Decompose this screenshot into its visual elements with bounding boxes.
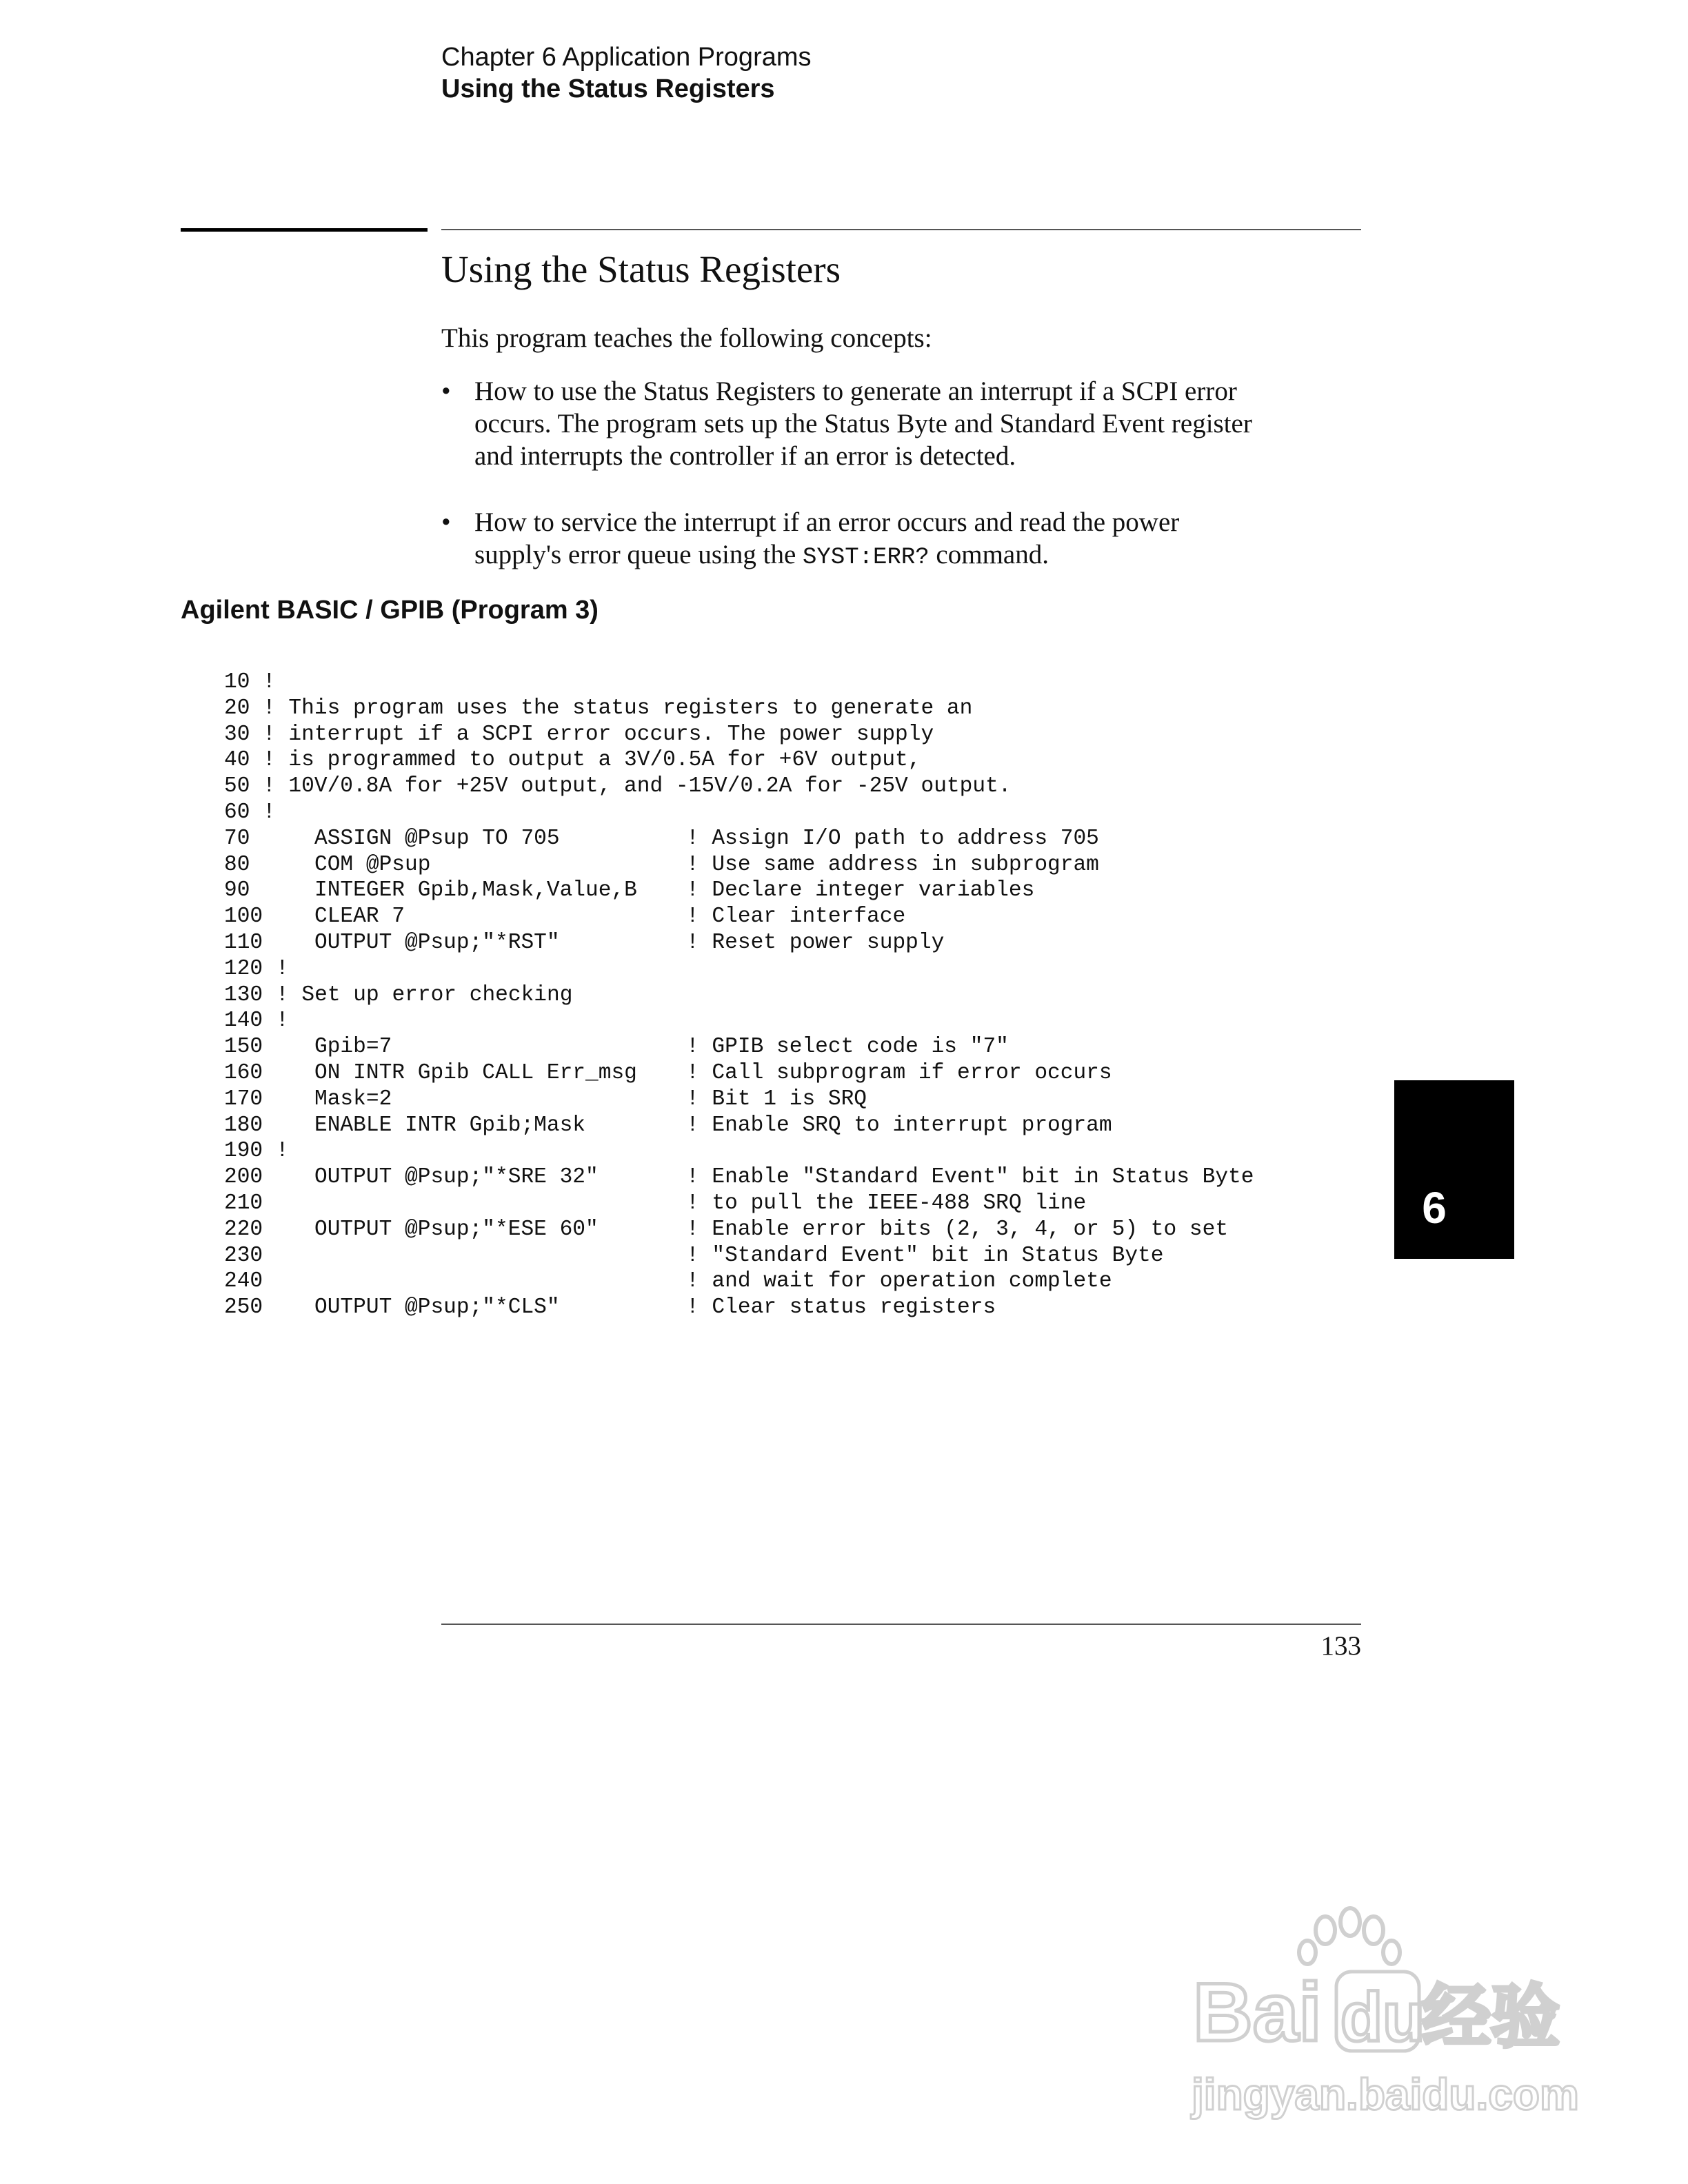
code-text: ! is programmed to output a 3V/0.5A for +6V output, [263,748,921,773]
line-number: 190 [224,1139,263,1164]
code-line [224,747,1327,774]
bullet-text: command. [929,540,1049,569]
line-number: 110 [224,930,263,955]
code-text: OUTPUT @Psup;"*ESE 60" [314,1217,599,1242]
line-number: 100 [224,904,263,929]
running-head-chapter: Chapter 6 Application Programs [441,43,812,72]
code-comment: ! Clear status registers [686,1295,996,1320]
line-number: 60 [224,800,250,825]
code-line [224,930,1327,956]
bullet-line: occurs. The program sets up the Status Byte and Standard Event register [474,409,1252,438]
bullet-line: How to service the interrupt if an error occurs and read the power [474,507,1180,537]
code-text: ! 10V/0.8A for +25V output, and -15V/0.2A for -25V output. [263,774,1012,799]
code-comment: ! Clear interface [686,904,906,929]
code-text: OUTPUT @Psup;"*CLS" [314,1295,560,1320]
code-text: Mask=2 [314,1086,392,1111]
code-text: OUTPUT @Psup;"*SRE 32" [314,1165,599,1190]
line-number: 150 [224,1035,263,1060]
chapter-tab [1394,1080,1514,1259]
code-line [224,852,1327,878]
code-comment: ! "Standard Event" bit in Status Byte [686,1243,1164,1268]
line-number: 40 [224,748,250,773]
code-comment: ! Declare integer variables [686,878,1035,903]
line-number: 180 [224,1113,263,1138]
line-number: 210 [224,1191,263,1215]
svg-text:du: du [1340,1979,1425,2056]
code-line [224,982,1327,1009]
code-comment: ! Enable error bits (2, 3, 4, or 5) to set [686,1217,1229,1242]
code-line [224,1164,1327,1191]
section-rule-thick [181,228,428,232]
code-line [224,1295,1327,1321]
bullet-symbol: • [441,507,451,537]
code-text: ! This program uses the status registers to generate an [263,696,973,720]
line-number: 230 [224,1243,263,1268]
code-text: ! Set up error checking [276,982,573,1007]
code-text: ASSIGN @Psup TO 705 [314,826,560,851]
code-line [224,1217,1327,1243]
line-number: 50 [224,774,250,799]
code-text: INTEGER Gpib,Mask,Value,B [314,878,637,903]
code-line [224,1034,1327,1060]
running-head-section: Using the Status Registers [441,74,775,103]
bullet-line: and interrupts the controller if an error is detected. [474,441,1016,471]
code-comment: ! Call subprogram if error occurs [686,1060,1112,1085]
code-text: ! [276,956,289,981]
code-comment: ! to pull the IEEE-488 SRQ line [686,1191,1087,1215]
code-comment: ! and wait for operation complete [686,1269,1112,1294]
code-comment: ! Enable "Standard Event" bit in Status Byte [686,1165,1254,1190]
intro-paragraph: This program teaches the following concepts: [441,323,932,353]
line-number: 90 [224,878,250,903]
line-number: 170 [224,1086,263,1111]
footer-rule [441,1624,1361,1625]
program-heading: Agilent BASIC / GPIB (Program 3) [181,596,599,625]
line-number: 70 [224,826,250,851]
svg-text:jingyan.baidu.com: jingyan.baidu.com [1192,2070,1579,2119]
line-number: 160 [224,1060,263,1085]
line-number: 200 [224,1165,263,1190]
line-number: 120 [224,956,263,981]
line-number: 220 [224,1217,263,1242]
bullet-line [474,538,1179,574]
code-line [224,1113,1327,1139]
chapter-tab-number: 6 [1422,1183,1447,1233]
line-number: 30 [224,722,250,747]
code-text: OUTPUT @Psup;"*RST" [314,930,560,955]
code-line [224,1060,1327,1086]
bullet-item [441,506,1365,575]
code-line [224,696,1327,722]
code-text: ! [263,800,276,825]
code-line [224,1268,1327,1295]
code-line [224,826,1327,852]
section-rule-thin [441,229,1361,230]
code-line [224,774,1327,800]
code-comment: ! Reset power supply [686,930,945,955]
code-text: COM @Psup [314,852,431,877]
code-text: CLEAR 7 [314,904,405,929]
code-line [224,1138,1327,1164]
bullet-text: supply's error queue using the [474,540,803,569]
code-text: ! [276,1009,289,1033]
code-comment: ! Use same address in subprogram [686,852,1099,877]
line-number: 140 [224,1009,263,1033]
bullet-item [441,375,1365,478]
code-line [224,1191,1327,1217]
code-line [224,956,1327,982]
code-line [224,1008,1327,1034]
code-comment: ! Assign I/O path to address 705 [686,826,1099,851]
line-number: 250 [224,1295,263,1320]
code-line [224,800,1327,826]
svg-text:经验: 经验 [1422,1979,1560,2056]
code-line [224,722,1327,748]
section-title: Using the Status Registers [441,248,841,290]
bullet-line: How to use the Status Registers to generate an interrupt if a SCPI error [474,376,1237,406]
code-line [224,904,1327,930]
code-text: ENABLE INTR Gpib;Mask [314,1113,586,1138]
code-line [224,1086,1327,1113]
code-comment: ! Enable SRQ to interrupt program [686,1113,1112,1138]
bullet-symbol: • [441,376,451,406]
code-line [224,878,1327,904]
line-number: 240 [224,1269,263,1294]
code-text: Gpib=7 [314,1035,392,1060]
code-text: ! [263,670,276,694]
line-number: 80 [224,852,250,877]
code-line [224,669,1327,696]
line-number: 20 [224,696,250,720]
code-listing [224,669,1327,1321]
code-text: ! [276,1139,289,1164]
inline-command: SYST:ERR? [803,545,930,571]
page-number: 133 [1320,1631,1361,1661]
baidu-jingyan-watermark-logo [1172,1903,1586,2123]
code-comment: ! Bit 1 is SRQ [686,1086,867,1111]
line-number: 10 [224,670,250,694]
code-text: ! interrupt if a SCPI error occurs. The power supply [263,722,934,747]
watermark-brand: Bai [1193,1966,1322,2059]
line-number: 130 [224,982,263,1007]
code-comment: ! GPIB select code is "7" [686,1035,1009,1060]
code-line [224,1243,1327,1269]
code-text: ON INTR Gpib CALL Err_msg [314,1060,637,1085]
